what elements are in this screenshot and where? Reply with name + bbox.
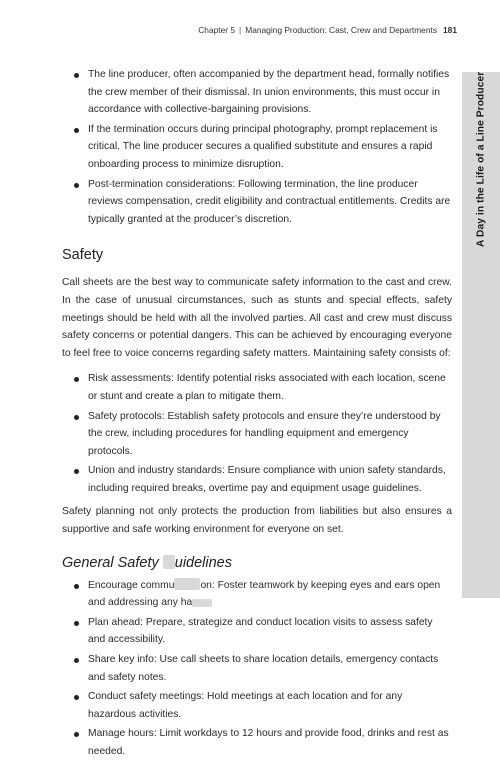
general-safety-bullet-list [62, 577, 452, 761]
obscured-text [174, 578, 200, 590]
safety-bullet-list [62, 370, 452, 497]
heading-text-start: General Safety [62, 554, 163, 571]
list-item: Risk assessments: Identify potential risks associated with each location, scene or stunt and create a plan to mitigate them. [62, 370, 452, 405]
side-tab-text: A Day in the Life of a Line Producer [475, 72, 487, 248]
list-item: Post-termination considerations: Following termination, the line producer reviews compensation, credit eligibility and contractual entitlements. Credits are typically granted at the producer’s discretion. [62, 176, 452, 229]
list-item: Plan ahead: Prepare, strategize and conduct location visits to assess safety and accessibility. [62, 614, 452, 649]
list-item [62, 577, 452, 612]
running-head-separator: | [239, 25, 242, 35]
list-item: Conduct safety meetings: Hold meetings at each location and for any hazardous activities. [62, 688, 452, 723]
safety-closing-paragraph: Safety planning not only protects the production from liabilities but also ensures a supportive and safe working environment for everyone on set. [62, 506, 452, 536]
bullet-text-start: Encourage commu [88, 579, 175, 591]
list-item: Safety protocols: Establish safety protocols and ensure they’re understood by the crew, including procedures for handling equipment and emergency protocols. [62, 408, 452, 461]
bullet-text-end: on: Foster teamwork by keeping eyes and ears open and addressing any ha [88, 579, 441, 609]
obscured-text [192, 599, 212, 607]
running-head [198, 25, 457, 35]
chapter-label: Chapter 5 [198, 25, 236, 35]
list-item: Union and industry standards: Ensure compliance with union safety standards, including required breaks, overtime pay and equipment usage guidelines. [62, 462, 452, 497]
safety-paragraph: Call sheets are the best way to communicate safety information to the cast and crew. In the case of unusual circumstances, such as stunts and special effects, safety meetings should be held with all the involved parties. All cast and crew must discuss safety concerns or potential dangers. This can be achieved by encouraging everyone to feel free to voice concerns regarding safety matters. Maintaining safety consists of: [62, 277, 452, 359]
side-tab [462, 72, 500, 598]
section-heading-general-safety [62, 553, 452, 573]
page-content [62, 66, 452, 763]
list-item: Manage hours: Limit workdays to 12 hours and provide food, drinks and rest as needed. [62, 725, 452, 760]
chapter-title: Managing Production: Cast, Crew and Departments [245, 25, 438, 35]
section-heading-safety: Safety [62, 247, 104, 264]
page-number: 181 [443, 25, 457, 35]
list-item: Share key info: Use call sheets to share location details, emergency contacts and safety notes. [62, 651, 452, 686]
intro-bullet-list [62, 66, 452, 228]
list-item: The line producer, often accompanied by the department head, formally notifies the crew member of their dismissal. In union environments, this must occur in accordance with collective-bargaining provisions. [62, 66, 452, 119]
obscured-text [163, 555, 175, 569]
list-item: If the termination occurs during principal photography, prompt replacement is critical. The line producer secures a qualified substitute and ensures a rapid onboarding process to minimize disruption. [62, 121, 452, 174]
heading-text-end: uidelines [174, 554, 232, 571]
